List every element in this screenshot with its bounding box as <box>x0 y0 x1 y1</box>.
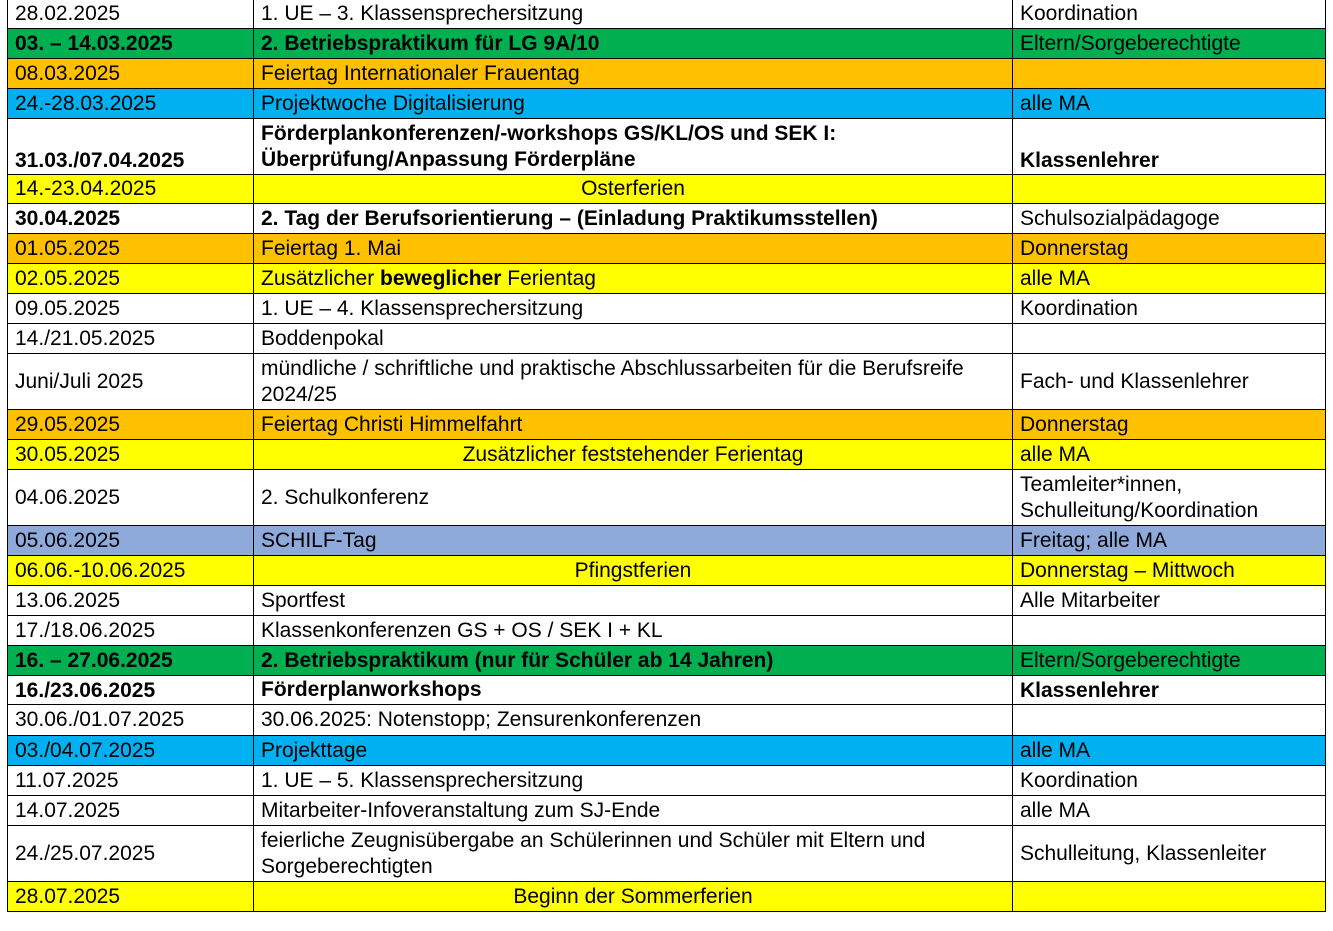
event-cell: SCHILF-Tag <box>254 526 1013 556</box>
responsible-cell: alle MA <box>1013 736 1326 766</box>
responsible-cell: Freitag; alle MA <box>1013 526 1326 556</box>
responsible-cell: Klassenlehrer <box>1013 676 1326 705</box>
table-row <box>8 0 1326 29</box>
event-cell: 1. UE – 3. Klassensprechersitzung <box>254 0 1013 29</box>
date-cell: 09.05.2025 <box>8 294 254 324</box>
table-row <box>8 119 1326 175</box>
responsible-cell: alle MA <box>1013 796 1326 826</box>
event-cell: Zusätzlicher feststehender Ferientag <box>254 440 1013 470</box>
date-cell: 16. – 27.06.2025 <box>8 646 254 676</box>
table-row <box>8 676 1326 705</box>
date-cell: 14.-23.04.2025 <box>8 175 254 204</box>
date-cell: 06.06.-10.06.2025 <box>8 556 254 586</box>
responsible-cell: Koordination <box>1013 766 1326 796</box>
date-cell: 24./25.07.2025 <box>8 826 254 882</box>
event-cell: 2. Betriebspraktikum für LG 9A/10 <box>254 29 1013 59</box>
event-cell: Projekttage <box>254 736 1013 766</box>
responsible-cell: Donnerstag <box>1013 410 1326 440</box>
date-cell: 08.03.2025 <box>8 59 254 89</box>
table-row <box>8 234 1326 264</box>
date-cell: 02.05.2025 <box>8 264 254 294</box>
date-cell: 03. – 14.03.2025 <box>8 29 254 59</box>
event-cell: Projektwoche Digitalisierung <box>254 89 1013 119</box>
table-row <box>8 616 1326 646</box>
event-text-after: Ferientag <box>501 266 596 290</box>
table-row <box>8 354 1326 410</box>
date-cell: 24.-28.03.2025 <box>8 89 254 119</box>
event-cell: Boddenpokal <box>254 324 1013 354</box>
schedule-table <box>7 0 1326 912</box>
table-row <box>8 204 1326 234</box>
event-emphasis: beweglicher <box>380 266 502 290</box>
table-row <box>8 440 1326 470</box>
event-cell: 30.06.2025: Notenstopp; Zensurenkonferenzen <box>254 705 1013 736</box>
responsible-cell <box>1013 59 1326 89</box>
responsible-cell: Eltern/Sorgeberechtigte <box>1013 29 1326 59</box>
event-cell: 1. UE – 5. Klassensprechersitzung <box>254 766 1013 796</box>
event-cell: Mitarbeiter-Infoveranstaltung zum SJ-Ende <box>254 796 1013 826</box>
responsible-cell: Eltern/Sorgeberechtigte <box>1013 646 1326 676</box>
event-cell: Feiertag 1. Mai <box>254 234 1013 264</box>
event-cell: 1. UE – 4. Klassensprechersitzung <box>254 294 1013 324</box>
responsible-cell: alle MA <box>1013 264 1326 294</box>
date-cell: 29.05.2025 <box>8 410 254 440</box>
responsible-cell: Schulleitung, Klassenleiter <box>1013 826 1326 882</box>
table-row <box>8 826 1326 882</box>
event-cell: Förderplankonferenzen/-workshops GS/KL/OS und SEK I: Überprüfung/Anpassung Förderpläne <box>254 119 1013 175</box>
table-row <box>8 736 1326 766</box>
date-cell: 11.07.2025 <box>8 766 254 796</box>
responsible-cell: Alle Mitarbeiter <box>1013 586 1326 616</box>
table-row <box>8 556 1326 586</box>
schedule-body <box>8 0 1326 912</box>
event-cell: 2. Betriebspraktikum (nur für Schüler ab 14 Jahren) <box>254 646 1013 676</box>
table-row <box>8 646 1326 676</box>
date-cell: 31.03./07.04.2025 <box>8 119 254 175</box>
table-row <box>8 796 1326 826</box>
date-cell: 01.05.2025 <box>8 234 254 264</box>
responsible-cell: alle MA <box>1013 89 1326 119</box>
date-cell: 03./04.07.2025 <box>8 736 254 766</box>
event-cell: Pfingstferien <box>254 556 1013 586</box>
table-row <box>8 705 1326 736</box>
date-cell: 14.07.2025 <box>8 796 254 826</box>
table-row <box>8 586 1326 616</box>
table-row <box>8 526 1326 556</box>
responsible-cell <box>1013 616 1326 646</box>
responsible-cell: Donnerstag <box>1013 234 1326 264</box>
date-cell: 30.06./01.07.2025 <box>8 705 254 736</box>
responsible-cell: Koordination <box>1013 294 1326 324</box>
responsible-cell: Donnerstag – Mittwoch <box>1013 556 1326 586</box>
event-cell: Klassenkonferenzen GS + OS / SEK I + KL <box>254 616 1013 646</box>
date-cell: 14./21.05.2025 <box>8 324 254 354</box>
table-row <box>8 89 1326 119</box>
event-cell: Sportfest <box>254 586 1013 616</box>
event-cell: feierliche Zeugnisübergabe an Schülerinnen und Schüler mit Eltern und Sorgeberechtigten <box>254 826 1013 882</box>
event-cell: 2. Tag der Berufsorientierung – (Einladung Praktikumsstellen) <box>254 204 1013 234</box>
responsible-cell: Koordination <box>1013 0 1326 29</box>
responsible-cell <box>1013 324 1326 354</box>
table-row <box>8 410 1326 440</box>
event-cell: Osterferien <box>254 175 1013 204</box>
responsible-cell: Teamleiter*innen, Schulleitung/Koordination <box>1013 470 1326 526</box>
table-row <box>8 294 1326 324</box>
responsible-cell: Schulsozialpädagoge <box>1013 204 1326 234</box>
date-cell: Juni/Juli 2025 <box>8 354 254 410</box>
responsible-cell <box>1013 175 1326 204</box>
responsible-cell <box>1013 705 1326 736</box>
date-cell: 30.04.2025 <box>8 204 254 234</box>
table-row <box>8 29 1326 59</box>
event-cell: Beginn der Sommerferien <box>254 882 1013 912</box>
event-cell: mündliche / schriftliche und praktische Abschlussarbeiten für die Berufsreife 2024/25 <box>254 354 1013 410</box>
event-cell: Feiertag Christi Himmelfahrt <box>254 410 1013 440</box>
date-cell: 17./18.06.2025 <box>8 616 254 646</box>
table-row <box>8 264 1326 294</box>
date-cell: 28.02.2025 <box>8 0 254 29</box>
event-cell: 2. Schulkonferenz <box>254 470 1013 526</box>
event-cell: Feiertag Internationaler Frauentag <box>254 59 1013 89</box>
date-cell: 30.05.2025 <box>8 440 254 470</box>
event-text: Zusätzlicher <box>261 266 381 290</box>
table-row <box>8 882 1326 912</box>
responsible-cell: Fach- und Klassenlehrer <box>1013 354 1326 410</box>
table-row <box>8 470 1326 526</box>
responsible-cell: alle MA <box>1013 440 1326 470</box>
date-cell: 28.07.2025 <box>8 882 254 912</box>
table-row <box>8 175 1326 204</box>
responsible-cell: Klassenlehrer <box>1013 119 1326 175</box>
event-cell <box>254 264 1013 294</box>
date-cell: 13.06.2025 <box>8 586 254 616</box>
table-row <box>8 59 1326 89</box>
date-cell: 04.06.2025 <box>8 470 254 526</box>
responsible-cell <box>1013 882 1326 912</box>
table-row <box>8 324 1326 354</box>
table-row <box>8 766 1326 796</box>
event-cell: Förderplanworkshops <box>254 676 1013 705</box>
date-cell: 16./23.06.2025 <box>8 676 254 705</box>
date-cell: 05.06.2025 <box>8 526 254 556</box>
